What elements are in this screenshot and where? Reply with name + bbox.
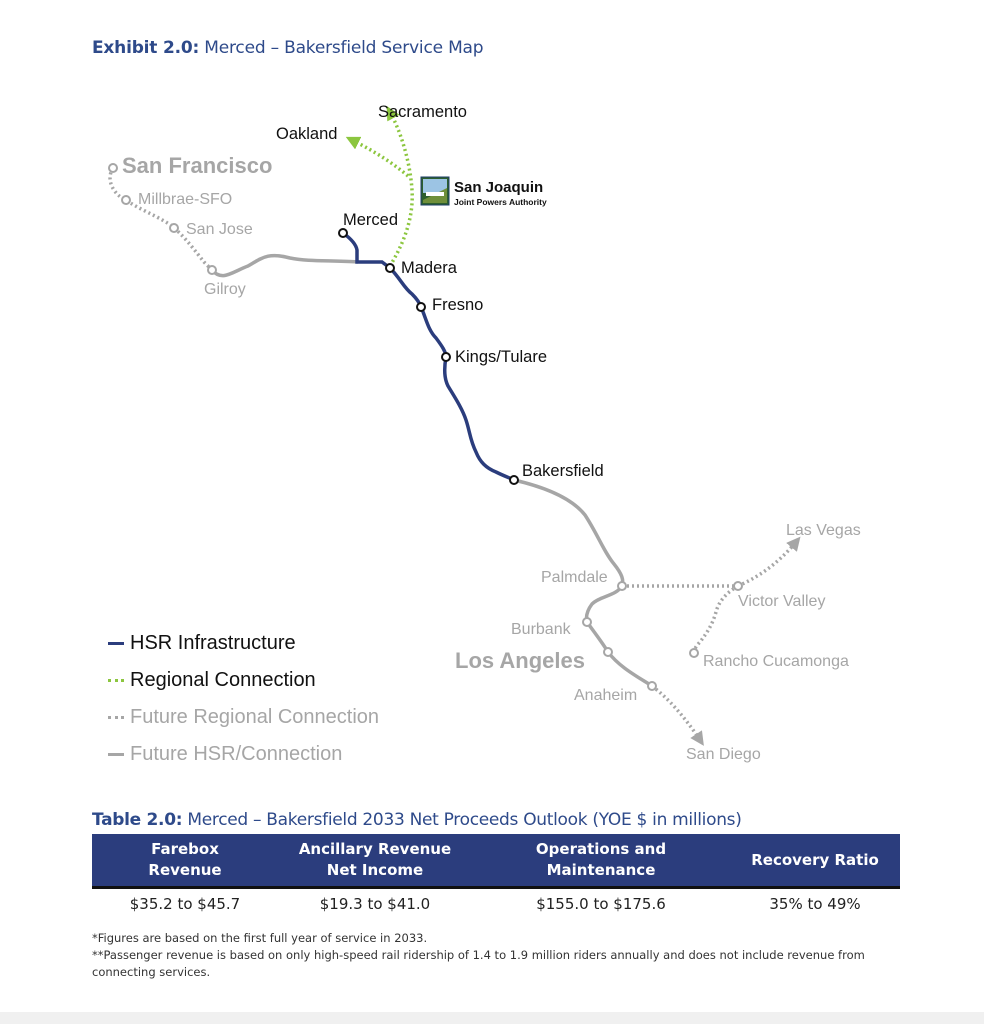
station-madera xyxy=(386,264,394,272)
label-gilroy: Gilroy xyxy=(204,281,246,298)
legend-item-hsr xyxy=(108,632,296,655)
legend-label-regional: Regional Connection xyxy=(130,669,316,691)
station-fresno xyxy=(417,303,425,311)
exhibit-title-text: Merced – Bakersfield Service Map xyxy=(204,38,484,58)
future-hsr-sf-to-merced xyxy=(212,256,358,276)
header-farebox-revenue xyxy=(92,834,278,888)
legend-swatch-regional xyxy=(108,679,124,682)
regional-madera-to-sacramento xyxy=(390,112,412,266)
station-bakersfield xyxy=(510,476,518,484)
legend-swatch-future-hsr xyxy=(108,753,124,756)
header-farebox-line1: Farebox xyxy=(151,840,219,858)
legend-item-future-regional xyxy=(108,706,379,729)
cell-operations-maintenance: $155.0 to $175.6 xyxy=(536,895,666,913)
station-burbank xyxy=(583,618,591,626)
legend-label-future-regional: Future Regional Connection xyxy=(130,706,380,728)
station-millbrae xyxy=(122,196,130,204)
future-regional-anaheim-to-san-diego xyxy=(652,686,700,740)
label-anaheim: Anaheim xyxy=(574,687,638,704)
label-oakland: Oakland xyxy=(276,125,338,143)
label-merced: Merced xyxy=(343,211,399,229)
station-san-jose xyxy=(170,224,178,232)
label-fresno: Fresno xyxy=(432,296,484,314)
station-markers xyxy=(109,164,742,690)
station-kings-tulare xyxy=(442,353,450,361)
page-bottom-edge xyxy=(0,1012,984,1024)
sjjpa-logo-line2: Joint Powers Authority xyxy=(454,197,547,207)
header-ancillary-line2: Net Income xyxy=(326,861,424,879)
table-title-text: Merced – Bakersfield 2033 Net Proceeds Outlook (YOE $ in millions) xyxy=(187,810,742,830)
label-victor-valley: Victor Valley xyxy=(738,593,826,610)
label-palmdale: Palmdale xyxy=(541,569,608,586)
future-regional-sf-to-gilroy xyxy=(110,168,212,270)
station-gilroy xyxy=(208,266,216,274)
station-rancho-cucamonga xyxy=(690,649,698,657)
label-san-diego: San Diego xyxy=(686,746,761,763)
sjjpa-logo-line1: San Joaquin xyxy=(454,179,544,196)
cell-farebox-revenue: $35.2 to $45.7 xyxy=(129,895,241,913)
station-san-francisco xyxy=(109,164,117,172)
sjjpa-logo xyxy=(421,177,547,207)
legend-item-regional xyxy=(108,669,316,692)
label-madera: Madera xyxy=(401,259,457,277)
legend-swatch-future-regional xyxy=(108,716,124,719)
header-recovery-ratio xyxy=(730,834,900,888)
station-los-angeles xyxy=(604,648,612,656)
net-proceeds-table xyxy=(92,834,900,919)
header-operations-line1: Operations and xyxy=(535,840,667,858)
exhibit-label: Exhibit 2.0: xyxy=(92,38,200,58)
legend-swatch-hsr xyxy=(108,642,124,645)
label-millbrae: Millbrae-SFO xyxy=(138,191,233,208)
label-kings-tulare: Kings/Tulare xyxy=(455,348,548,366)
table-row xyxy=(92,888,900,920)
label-las-vegas: Las Vegas xyxy=(786,522,861,539)
station-merced xyxy=(339,229,347,237)
header-operations-maintenance xyxy=(472,834,730,888)
header-farebox-line2: Revenue xyxy=(148,861,222,879)
header-ancillary-line1: Ancillary Revenue xyxy=(298,840,452,858)
label-san-francisco: San Francisco xyxy=(122,153,273,178)
station-anaheim xyxy=(648,682,656,690)
table-label: Table 2.0: xyxy=(92,810,183,830)
future-regional-victor-valley-to-las-vegas xyxy=(738,542,796,586)
label-rancho-cucamonga: Rancho Cucamonga xyxy=(703,653,849,670)
legend-label-future-hsr: Future HSR/Connection xyxy=(130,743,343,765)
label-bakersfield: Bakersfield xyxy=(522,462,604,480)
label-sacramento: Sacramento xyxy=(378,103,467,121)
label-los-angeles: Los Angeles xyxy=(455,648,585,673)
footnote-2: **Passenger revenue is based on only high-speed rail ridership of 1.4 to 1.9 million riders annually and does not include revenue from connecting services. xyxy=(92,948,865,979)
legend-label-hsr: HSR Infrastructure xyxy=(130,632,296,654)
station-palmdale xyxy=(618,582,626,590)
cell-recovery-ratio: 35% to 49% xyxy=(769,895,861,913)
header-operations-line2: Maintenance xyxy=(546,861,656,879)
footnotes xyxy=(92,930,912,981)
header-recovery-line1: Recovery Ratio xyxy=(751,850,879,869)
label-burbank: Burbank xyxy=(511,621,571,638)
header-ancillary-revenue xyxy=(278,834,472,888)
future-regional-victor-valley-to-rancho xyxy=(694,586,738,652)
station-victor-valley xyxy=(734,582,742,590)
table-title xyxy=(92,810,742,830)
table-header-row xyxy=(92,834,900,888)
regional-to-oakland xyxy=(352,140,408,176)
legend-item-future-hsr xyxy=(108,743,342,766)
label-san-jose: San Jose xyxy=(186,221,253,238)
cell-ancillary-revenue: $19.3 to $41.0 xyxy=(319,895,431,913)
footnote-1: *Figures are based on the first full year of service in 2033. xyxy=(92,931,428,945)
